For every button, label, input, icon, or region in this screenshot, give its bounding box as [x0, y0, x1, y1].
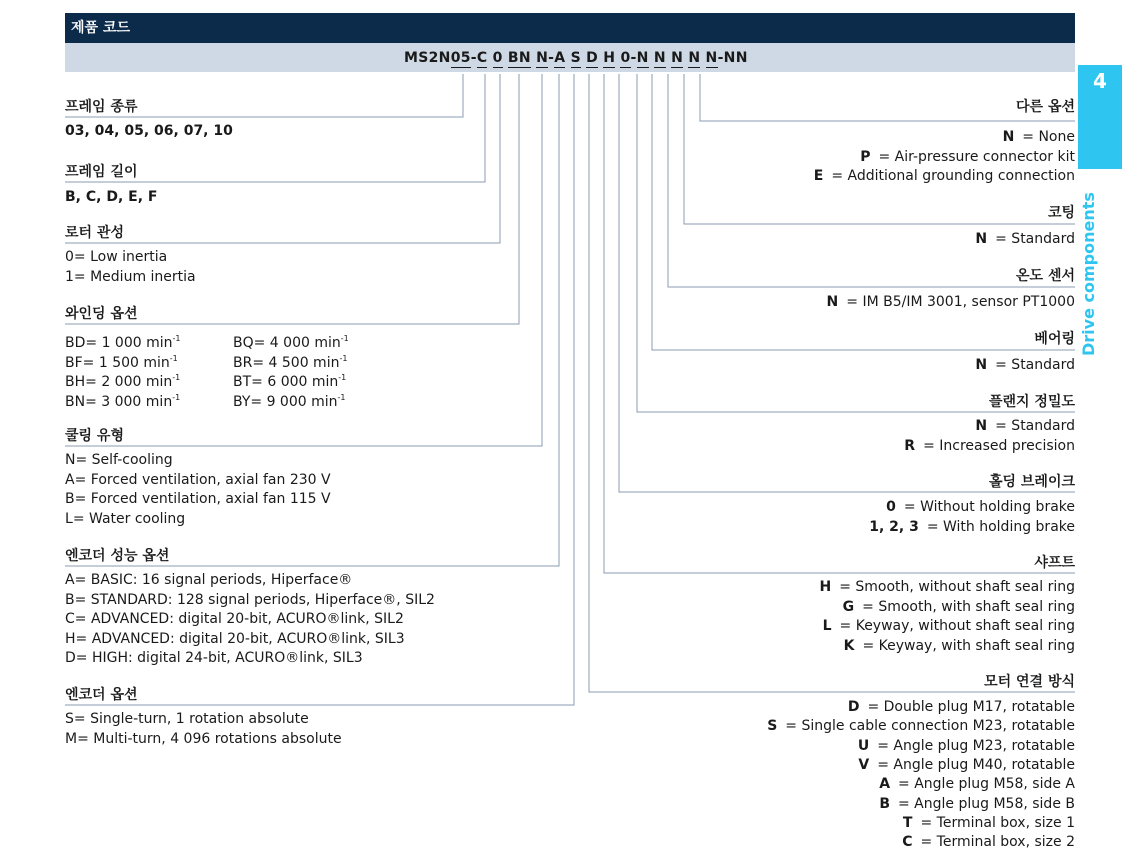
list-item: [869, 518, 1075, 536]
code-segment: S: [570, 50, 581, 66]
unit-exponent: -1: [172, 373, 181, 382]
list-item: [858, 756, 1075, 774]
list-item: [975, 230, 1075, 248]
shaft-title: 샤프트: [1034, 555, 1075, 571]
list-item: [65, 730, 342, 748]
item-key: T: [902, 814, 913, 831]
item-text: = STANDARD: 128 signal periods, Hiperface®, SIL2: [74, 591, 435, 608]
code-segment: N: [536, 50, 549, 66]
item-text: = ADVANCED: digital 20-bit, ACURO®link, SIL3: [75, 630, 405, 647]
item-key: BH: [65, 374, 86, 390]
connection-title: 모터 연결 방식: [984, 674, 1075, 690]
code-segment: BN: [507, 50, 531, 66]
item-key: D: [847, 699, 860, 715]
code-segment: N: [705, 50, 718, 66]
list-item: [820, 578, 1076, 596]
item-text: = Standard: [995, 357, 1075, 373]
item-text: = Forced ventilation, axial fan 115 V: [74, 491, 331, 507]
list-item: [858, 737, 1075, 755]
item-text: = Double plug M17, rotatable: [867, 699, 1075, 715]
item-text: = Medium inertia: [73, 268, 196, 285]
item-key: BY: [233, 393, 251, 410]
list-item: [65, 591, 435, 609]
item-key: D: [65, 650, 76, 666]
unit-exponent: -1: [340, 334, 349, 343]
item-key: N: [1002, 129, 1015, 145]
list-item: [975, 417, 1075, 435]
item-text: = 1 500 min: [82, 354, 170, 371]
item-key: K: [843, 637, 855, 654]
list-item: [904, 437, 1075, 455]
item-text: = Terminal box, size 2: [920, 834, 1075, 851]
item-text: = Standard: [995, 418, 1075, 434]
rotor-inertia-title: 로터 관성: [65, 225, 124, 241]
code-segment: -NN: [717, 50, 748, 66]
list-item: [65, 610, 404, 628]
code-segment: -: [630, 50, 637, 66]
list-item: [903, 814, 1075, 832]
code-segment: 0: [492, 50, 503, 66]
list-item: [767, 717, 1075, 735]
list-item: [844, 637, 1075, 655]
item-text: = 4 000 min: [253, 335, 341, 351]
item-key: M: [65, 730, 78, 747]
item-key: N: [975, 418, 988, 434]
item-key: BR: [233, 354, 253, 371]
item-text: = 6 000 min: [251, 374, 339, 390]
frame-type-values: 03, 04, 05, 06, 07, 10: [65, 123, 233, 139]
unit-exponent: -1: [339, 353, 348, 363]
list-item: [65, 630, 405, 648]
item-text: = Single-turn, 1 rotation absolute: [73, 711, 309, 727]
item-key: 1: [65, 268, 74, 285]
item-key: G: [842, 598, 855, 615]
item-key: BT: [233, 374, 252, 390]
item-key: B: [65, 491, 75, 507]
list-item: [860, 148, 1075, 166]
other-options-title: 다른 옵션: [1016, 99, 1075, 115]
chapter-tab: 4: [1078, 65, 1122, 169]
item-key: N: [975, 231, 988, 247]
list-item: [65, 490, 331, 508]
encoder-perf-title: 엔코더 성능 옵션: [65, 548, 170, 564]
unit-exponent: -1: [172, 334, 181, 343]
coating-title: 코팅: [1047, 205, 1075, 221]
list-item: [848, 698, 1075, 716]
code-segment: H: [603, 50, 616, 66]
list-item: [823, 617, 1075, 635]
list-item: [65, 389, 180, 411]
item-key: V: [858, 756, 870, 773]
item-key: P: [860, 148, 871, 165]
code-segment: N: [688, 50, 701, 66]
item-key: N: [826, 294, 839, 310]
list-item: [886, 498, 1075, 516]
item-key: H: [819, 579, 832, 595]
item-key: B: [65, 591, 75, 608]
item-key: U: [857, 737, 870, 754]
frame-type-title: 프레임 종류: [65, 99, 138, 115]
item-text: = 3 000 min: [85, 393, 173, 410]
item-text: = Additional grounding connection: [831, 168, 1075, 184]
item-text: = Angle plug M58, side B: [898, 795, 1075, 812]
item-key: B: [879, 795, 890, 812]
item-text: = 1 000 min: [85, 335, 173, 351]
code-segment: D: [586, 50, 599, 66]
list-item: [65, 649, 363, 667]
item-text: = None: [1022, 129, 1075, 145]
item-text: = Angle plug M58, side A: [898, 776, 1075, 793]
item-key: A: [65, 471, 75, 488]
item-text: = Keyway, with shaft seal ring: [862, 637, 1075, 654]
list-item: [65, 248, 167, 266]
item-key: A: [65, 572, 75, 588]
item-text: = Standard: [995, 231, 1075, 247]
temp-sensor-title: 온도 센서: [1016, 268, 1075, 284]
item-text: = Low inertia: [73, 249, 168, 265]
code-segment: MS2N: [404, 50, 451, 66]
item-text: = Forced ventilation, axial fan 230 V: [74, 471, 331, 488]
code-segment: A: [554, 50, 566, 66]
flange-title: 플랜지 정밀도: [988, 394, 1075, 410]
item-key: BD: [65, 335, 86, 351]
list-item: [65, 571, 352, 589]
list-item: [65, 510, 185, 528]
item-key: E: [813, 168, 824, 184]
item-text: = Self-cooling: [75, 452, 173, 468]
item-text: = 4 500 min: [252, 354, 340, 371]
item-text: = 9 000 min: [250, 393, 338, 410]
section-header: 제품 코드: [65, 13, 1075, 43]
item-key: BQ: [233, 335, 254, 351]
item-text: = Multi-turn, 4 096 rotations absolute: [77, 730, 342, 747]
item-text: = Single cable connection M23, rotatable: [785, 718, 1075, 735]
item-text: = 2 000 min: [85, 374, 173, 390]
item-key: A: [879, 776, 891, 793]
item-key: H: [65, 630, 76, 647]
item-text: = ADVANCED: digital 20-bit, ACURO®link, SIL2: [74, 611, 404, 627]
code-segment: N: [671, 50, 684, 66]
item-text: = IM B5/IM 3001, sensor PT1000: [846, 294, 1075, 310]
item-text: = BASIC: 16 signal periods, Hiperface®: [74, 572, 353, 588]
chapter-label: Drive components: [1079, 192, 1098, 356]
item-key: L: [822, 618, 832, 634]
code-segment: N: [653, 50, 666, 66]
item-text: = Air-pressure connector kit: [878, 148, 1075, 165]
item-key: BN: [65, 393, 86, 410]
list-item: [843, 598, 1075, 616]
item-text: = Without holding brake: [903, 499, 1075, 515]
unit-exponent: -1: [337, 392, 346, 402]
item-key: 1, 2, 3: [869, 518, 919, 535]
item-key: R: [904, 437, 916, 454]
list-item: [65, 451, 173, 469]
list-item: [814, 167, 1075, 185]
item-text: = With holding brake: [926, 518, 1075, 535]
unit-exponent: -1: [169, 353, 178, 363]
item-text: = Smooth, without shaft seal ring: [839, 579, 1075, 595]
item-text: = Angle plug M40, rotatable: [877, 756, 1075, 773]
item-key: BF: [65, 354, 83, 371]
item-key: C: [902, 834, 913, 851]
encoder-opt-title: 엔코더 옵션: [65, 687, 138, 703]
item-key: S: [65, 711, 74, 727]
unit-exponent: -1: [338, 373, 347, 382]
list-item: [233, 389, 346, 411]
item-key: 0: [886, 499, 896, 515]
item-key: S: [767, 718, 778, 735]
item-key: N: [975, 357, 988, 373]
list-item: [879, 775, 1075, 793]
list-item: [827, 293, 1075, 311]
bearing-title: 베어링: [1034, 331, 1075, 347]
frame-length-title: 프레임 길이: [65, 164, 138, 180]
code-segment: -: [548, 50, 555, 66]
item-key: N: [65, 452, 76, 468]
item-text: = Keyway, without shaft seal ring: [839, 618, 1075, 634]
item-key: 0: [65, 249, 74, 265]
item-text: = HIGH: digital 24-bit, ACURO®link, SIL3: [75, 650, 363, 666]
list-item: [65, 710, 309, 728]
list-item: [65, 471, 331, 489]
unit-exponent: -1: [172, 392, 181, 402]
list-item: [1003, 128, 1075, 146]
item-text: = Water cooling: [72, 510, 186, 527]
code-segment: 0: [620, 50, 631, 66]
cooling-title: 쿨링 유형: [65, 428, 124, 444]
list-item: [65, 268, 196, 286]
frame-length-values: B, C, D, E, F: [65, 189, 158, 205]
code-segment: 05: [450, 50, 471, 66]
winding-title: 와인딩 옵션: [65, 306, 138, 322]
list-item: [879, 795, 1075, 813]
code-segment: N: [636, 50, 649, 66]
item-text: = Angle plug M23, rotatable: [877, 737, 1075, 754]
item-key: C: [65, 611, 75, 627]
brake-title: 홀딩 브레이크: [988, 474, 1075, 490]
code-segment: -: [470, 50, 477, 66]
list-item: [902, 833, 1075, 851]
item-text: = Terminal box, size 1: [920, 814, 1075, 831]
item-key: L: [65, 510, 73, 527]
item-text: = Smooth, with shaft seal ring: [862, 598, 1075, 615]
code-segment: C: [476, 50, 488, 66]
item-text: = Increased precision: [923, 437, 1075, 454]
list-item: [975, 356, 1075, 374]
